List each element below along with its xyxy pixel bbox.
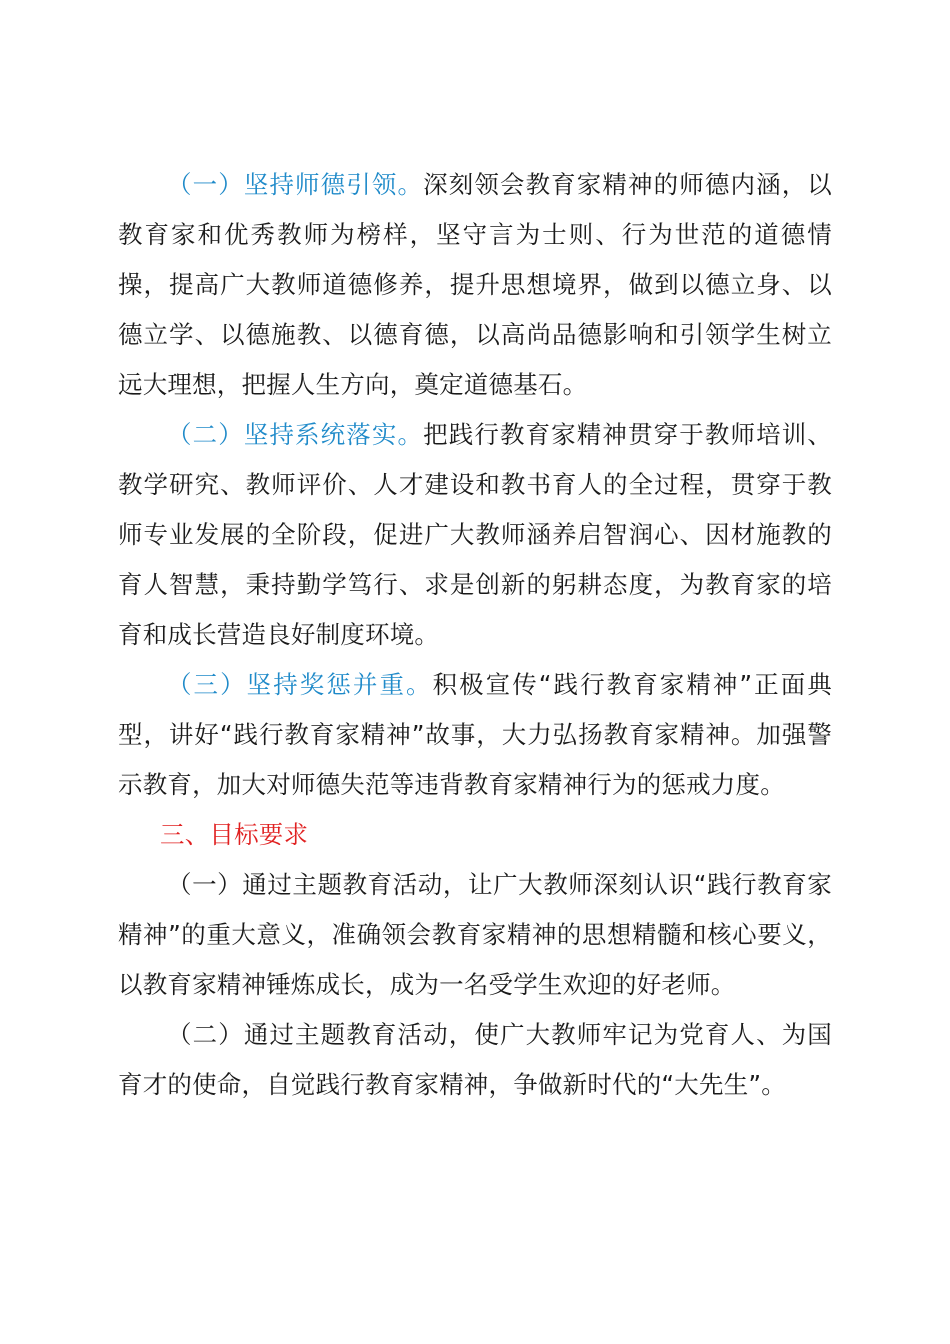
principle-lead-3: （三）坚持奖惩并重。 [167,670,433,699]
principle-lead-1: （一）坚持师德引领。 [167,170,424,199]
document-page [118,160,832,1110]
principle-paragraph-2 [118,410,832,660]
principle-text-1: 深刻领会教育家精神的师德内涵，以教育家和优秀教师为榜样，坚守言为士则、行为世范的道德情操，提高广大教师道德修养，提升思想境界，做到以德立身、以德立学、以德施教、以德育德，以高尚品德影响和引领学生树立远大理想，把握人生方向，奠定道德基石。 [118,170,833,399]
goal-paragraph-2: （二）通过主题教育活动，使广大教师牢记为党育人、为国育才的使命，自觉践行教育家精神，争做新时代的“大先生”。 [118,1020,832,1099]
principle-paragraph-3 [118,660,832,810]
goal-paragraph-1: （一）通过主题教育活动，让广大教师深刻认识“践行教育家精神”的重大意义，准确领会教育家精神的思想精髓和核心要义，以教育家精神锤炼成长，成为一名受学生欢迎的好老师。 [118,870,832,999]
section-heading: 三、目标要求 [160,820,309,849]
principle-text-3: 积极宣传“践行教育家精神”正面典型，讲好“践行教育家精神”故事，大力弘扬教育家精神。加强警示教育，加大对师德失范等违背教育家精神行为的惩戒力度。 [118,670,832,799]
principle-text-2: 把践行教育家精神贯穿于教师培训、教学研究、教师评价、人才建设和教书育人的全过程，贯穿于教师专业发展的全阶段，促进广大教师涵养启智润心、因材施教的育人智慧，秉持勤学笃行、求是创新的躬耕态度，为教育家的培育和成长营造良好制度环境。 [118,420,833,649]
principle-paragraph-1 [118,160,832,410]
principle-lead-2: （二）坚持系统落实。 [167,420,424,449]
